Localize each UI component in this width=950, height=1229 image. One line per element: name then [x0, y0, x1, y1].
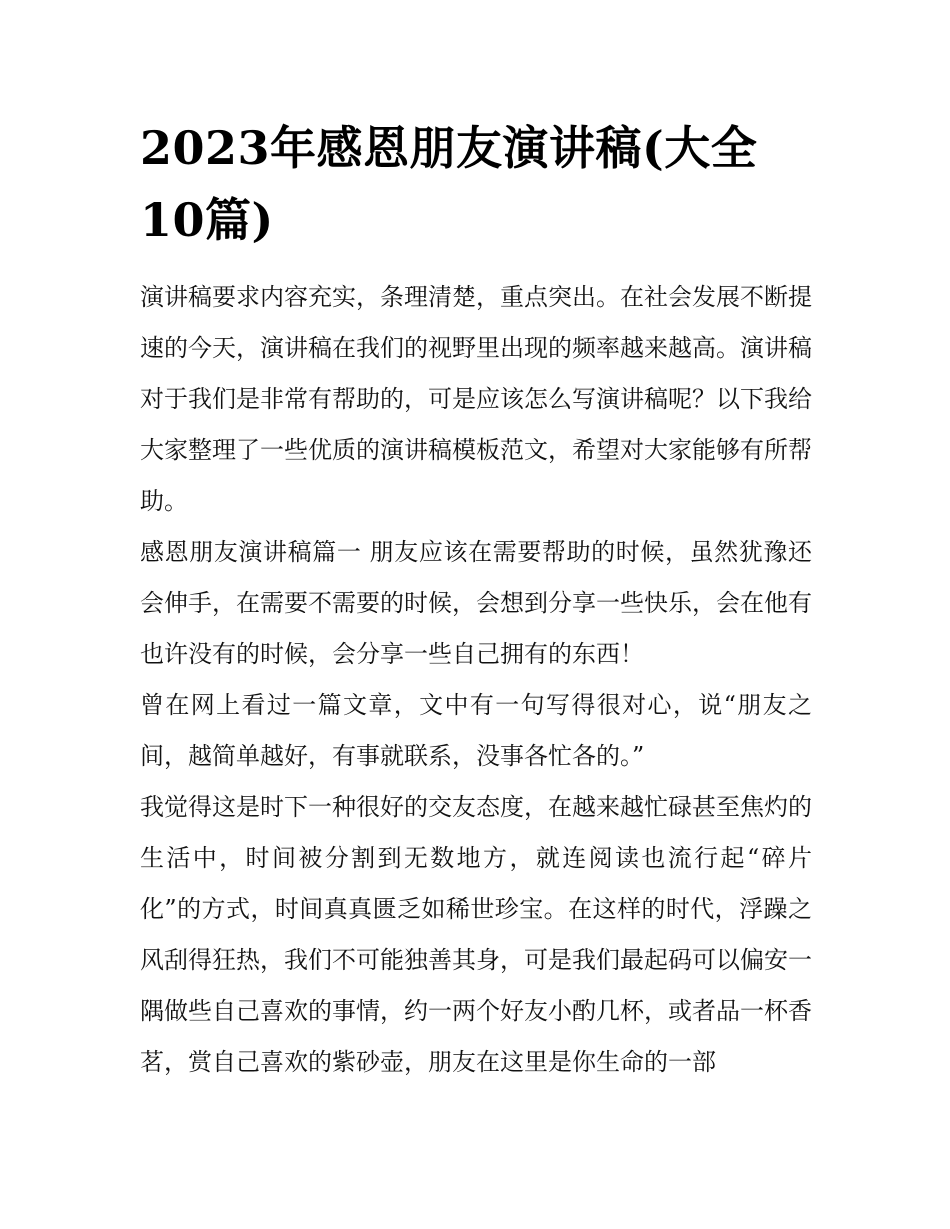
paragraph-quote: 曾在网上看过一篇文章，文中有一句写得很对心，说“朋友之间，越简单越好，有事就联系，没事各忙各的。”	[140, 691, 812, 770]
paragraph-reflection: 我觉得这是时下一种很好的交友态度，在越来越忙碌甚至焦灼的生活中，时间被分割到无数地方，就连阅读也流行起“碎片化”的方式，时间真真匮乏如稀世珍宝。在这样的时代，浮躁之风刮得狂热，我们不可能独善其身，可是我们最起码可以偏安一隅做些自己喜欢的事情，约一两个好友小酌几杯，或者品一杯香茗，赏自己喜欢的紫砂壶，朋友在这里是你生命的一部	[140, 793, 812, 1076]
paragraph-intro: 演讲稿要求内容充实，条理清楚，重点突出。在社会发展不断提速的今天，演讲稿在我们的视野里出现的频率越来越高。演讲稿对于我们是非常有帮助的，可是应该怎么写演讲稿呢？以下我给大家整理了一些优质的演讲稿模板范文，希望对大家能够有所帮助。	[140, 283, 812, 515]
document-body	[140, 112, 812, 1088]
paragraph-speech-one-opening: 感恩朋友演讲稿篇一 朋友应该在需要帮助的时候，虽然犹豫还会伸手，在需要不需要的时候，会想到分享一些快乐，会在他有也许没有的时候，会分享一些自己拥有的东西！	[140, 538, 812, 668]
document-title: 2023年感恩朋友演讲稿(大全10篇)	[140, 121, 758, 247]
